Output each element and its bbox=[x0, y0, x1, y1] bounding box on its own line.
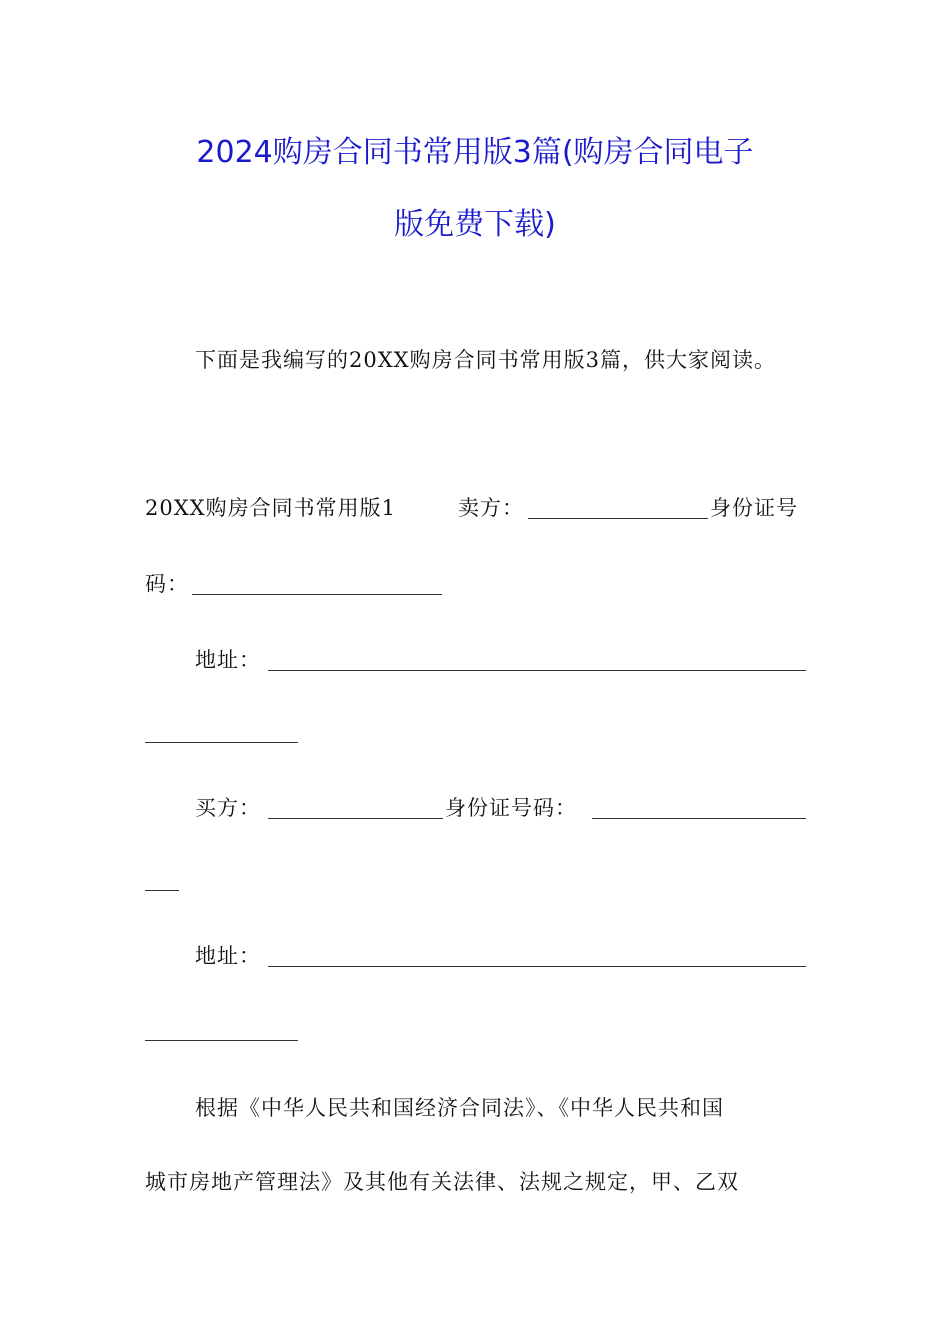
buyer-id-blank-continued bbox=[145, 890, 179, 891]
buyer-address-blank bbox=[268, 966, 806, 967]
seller-address-blank bbox=[268, 670, 806, 671]
contract-heading: 20XX购房合同书常用版1 bbox=[145, 496, 396, 520]
seller-id-label-part1: 身份证号 bbox=[710, 496, 798, 520]
seller-id-label-part2: 码： bbox=[145, 572, 189, 596]
buyer-name-blank bbox=[268, 818, 443, 819]
seller-label: 卖方： bbox=[458, 496, 524, 520]
seller-address-blank-continued bbox=[145, 742, 298, 743]
document-title-line-2: 版免费下载) bbox=[394, 207, 556, 242]
seller-address-label: 地址： bbox=[195, 648, 261, 672]
buyer-id-blank bbox=[592, 818, 806, 819]
basis-paragraph-line-1: 根据《中华人民共和国经济合同法》、《中华人民共和国 bbox=[195, 1096, 724, 1120]
intro-paragraph: 下面是我编写的20XX购房合同书常用版3篇，供大家阅读。 bbox=[195, 348, 776, 372]
document-title-line-1: 2024购房合同书常用版3篇(购房合同电子 bbox=[196, 135, 754, 170]
buyer-address-blank-continued bbox=[145, 1040, 298, 1041]
buyer-id-label: 身份证号码： bbox=[445, 796, 577, 820]
buyer-label: 买方： bbox=[195, 796, 261, 820]
seller-name-blank bbox=[528, 518, 708, 519]
basis-paragraph-line-2: 城市房地产管理法》及其他有关法律、法规之规定，甲、乙双 bbox=[145, 1170, 739, 1194]
seller-id-blank bbox=[192, 594, 442, 595]
buyer-address-label: 地址： bbox=[195, 944, 261, 968]
